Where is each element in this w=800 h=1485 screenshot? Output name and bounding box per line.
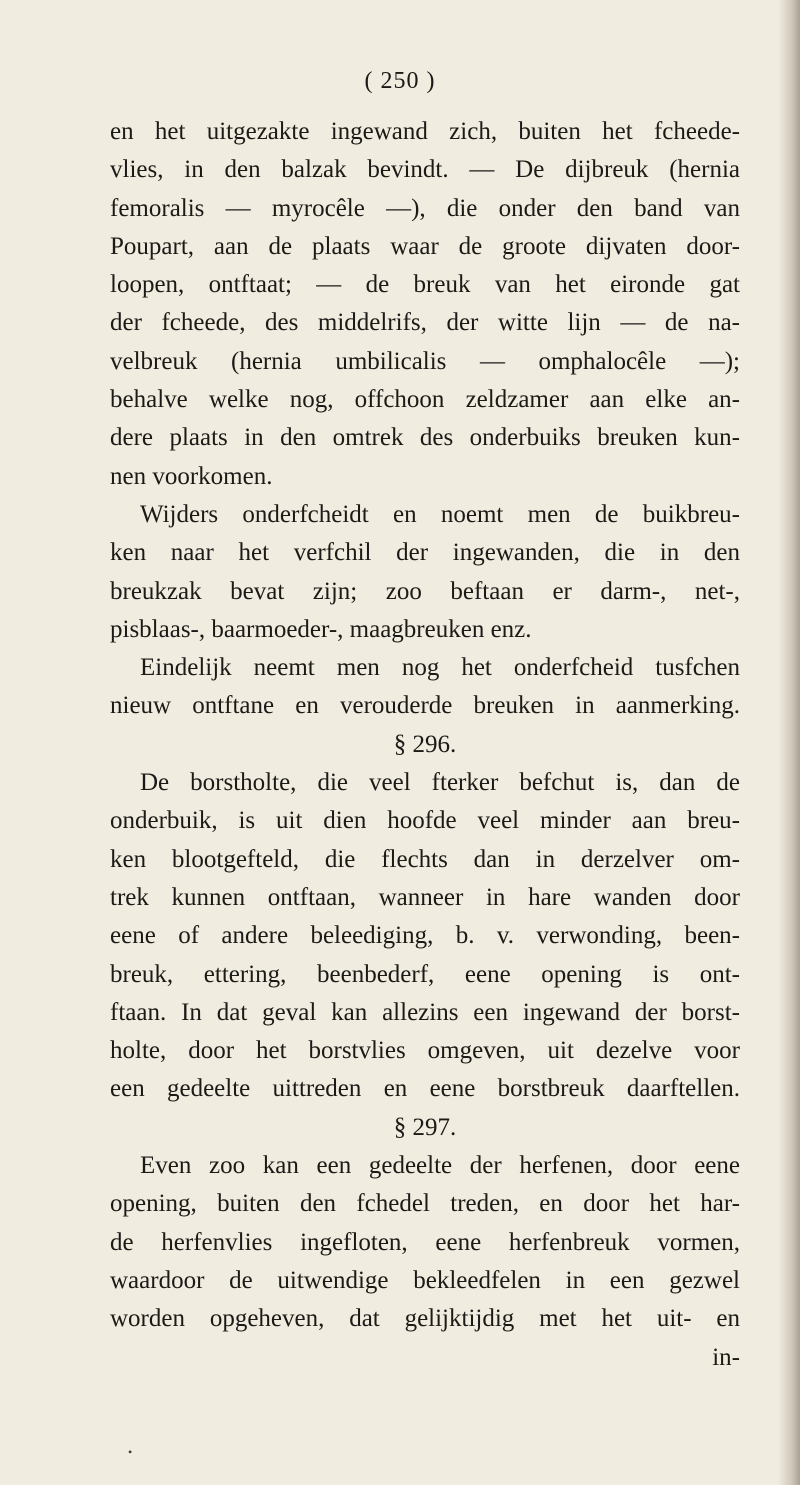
text-line: nieuw ontftane en verouderde breuken in aanmerking. — [110, 692, 740, 720]
text-line: en het uitgezakte ingewand zich, buiten het fcheede- — [110, 118, 740, 145]
text-line: onderbuik, is uit dien hoofde veel minder aan breu- — [110, 807, 740, 835]
text-line: dere plaats in den omtrek des onderbuiks breuken kun- — [110, 424, 740, 452]
text-line: De borstholte, die veel fterker befchut is, dan de — [140, 769, 740, 797]
text-line: de herfenvlies ingefloten, eene herfenbreuk vormen, — [110, 1228, 740, 1256]
page-number-header: ( 250 ) — [364, 68, 436, 94]
text-line: vlies, in den balzak bevindt. — De dijbreuk (hernia — [110, 156, 740, 184]
text-line: behalve welke nog, offchoon zeldzamer aan elke an- — [110, 386, 740, 414]
body-text — [110, 113, 740, 1377]
text-line: ftaan. In dat geval kan allezins een ingewand der borst- — [110, 998, 740, 1026]
page-edge-shadow — [778, 0, 800, 1485]
section-heading: § 296. — [393, 730, 457, 758]
text-line: een gedeelte uittreden en eene borstbreuk daarftellen. — [110, 1075, 740, 1103]
catchword: in- — [712, 1343, 740, 1371]
text-line: waardoor de uitwendige bekleedfelen in een gezwel — [110, 1266, 740, 1294]
text-line: holte, door het borstvlies omgeven, uit dezelve voor — [110, 1037, 740, 1065]
text-line: eene of andere beleediging, b. v. verwonding, been- — [110, 922, 740, 950]
text-line: breuk, ettering, beenbederf, eene opening is ont- — [110, 960, 740, 988]
text-line: velbreuk (hernia umbilicalis — omphalocêle —); — [110, 347, 740, 375]
text-line: nen voorkomen. — [110, 462, 273, 490]
text-line: Even zoo kan een gedeelte der herfenen, door eene — [140, 1152, 740, 1180]
text-line: breukzak bevat zijn; zoo beftaan er darm-, net-, — [110, 577, 740, 605]
text-line: Wijders onderfcheidt en noemt men de buikbreu- — [140, 500, 740, 528]
ink-speck: • — [128, 1445, 133, 1459]
text-line: femoralis — myrocêle —), die onder den band van — [110, 194, 740, 222]
text-line: Eindelijk neemt men nog het onderfcheid tusfchen — [140, 654, 740, 682]
text-line: ken naar het verfchil der ingewanden, die in den — [110, 539, 740, 567]
text-line: worden opgeheven, dat gelijktijdig met het uit- en — [110, 1305, 740, 1333]
text-line: ken blootgefteld, die flechts dan in derzelver om- — [110, 845, 740, 873]
text-line: Poupart, aan de plaats waar de groote dijvaten door- — [110, 232, 740, 260]
text-line: pisblaas-, baarmoeder-, maagbreuken enz. — [110, 615, 532, 643]
section-heading: § 297. — [393, 1113, 457, 1141]
text-line: trek kunnen ontftaan, wanneer in hare wanden door — [110, 883, 740, 911]
text-line: opening, buiten den fchedel treden, en door het har- — [110, 1190, 740, 1218]
text-line: der fcheede, des middelrifs, der witte lijn — de na- — [110, 309, 740, 337]
text-line: loopen, ontftaat; — de breuk van het eironde gat — [110, 271, 740, 299]
